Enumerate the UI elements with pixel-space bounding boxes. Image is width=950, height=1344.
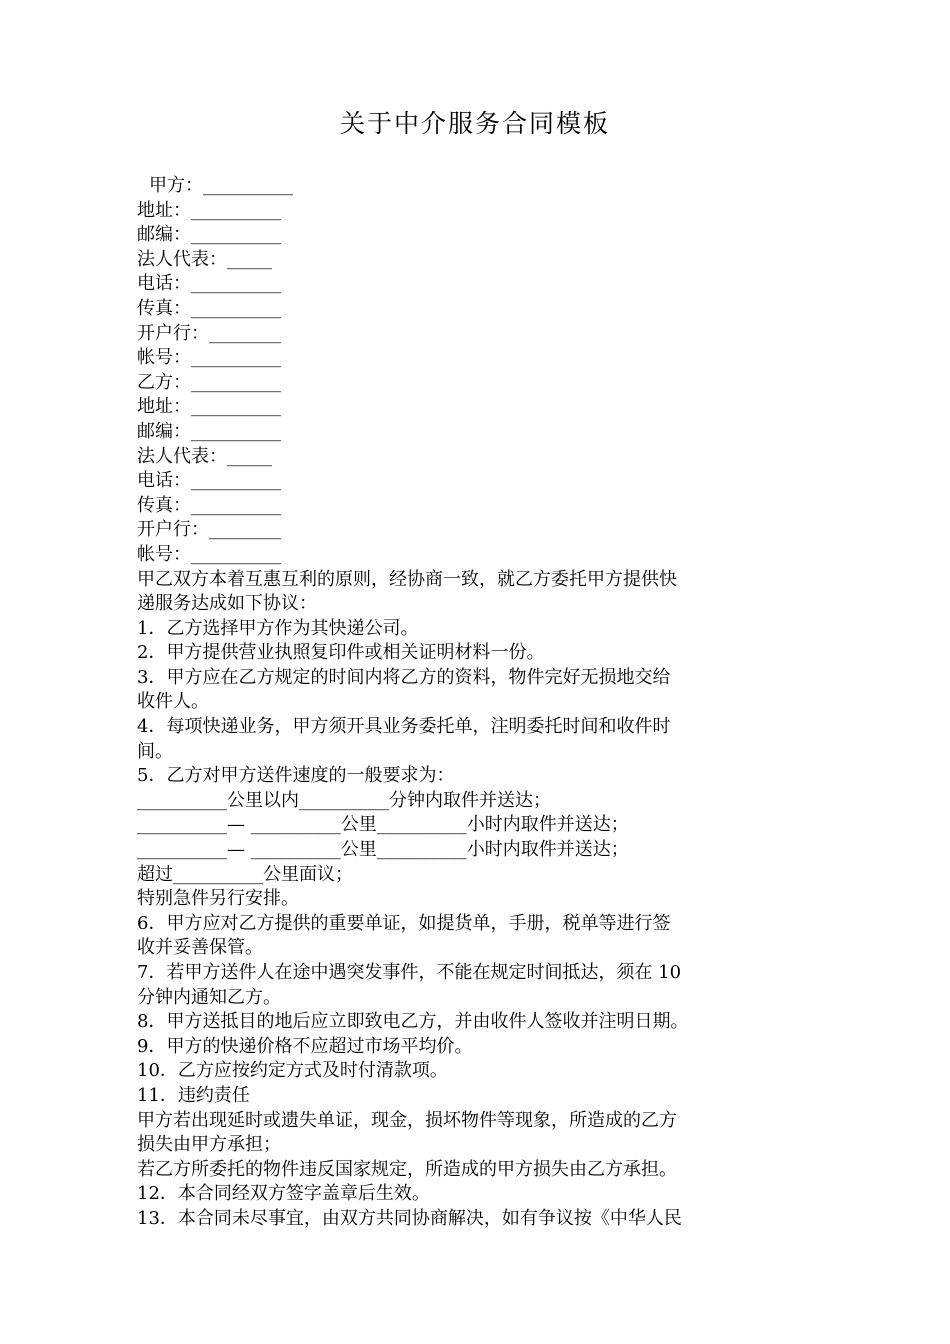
document-line: 收件人。 [137,691,209,713]
document-line: 8．甲方送抵目的地后应立即致电乙方，并由收件人签收并注明日期。 [137,1011,689,1033]
document-line: 若乙方所委托的物件违反国家规定，所造成的甲方损失由乙方承担。 [137,1158,677,1180]
document-line: 甲方：__________ [149,175,293,196]
document-line: __________— __________公里__________小时内取件并送达； [137,814,629,836]
document-line: 递服务达成如下协议： [137,593,317,615]
document-line: 6．甲方应对乙方提供的重要单证，如提货单，手册，税单等进行签 [137,912,671,934]
document-line: 12．本合同经双方签字盖章后生效。 [137,1183,430,1205]
document-line: 甲乙双方本着互惠互利的原则，经协商一致，就乙方委托甲方提供快 [137,568,677,590]
document-line: 电话：__________ [137,273,281,295]
document-line: 9．甲方的快递价格不应超过市场平均价。 [137,1035,473,1057]
document-line: 开户行：________ [137,519,281,541]
document-line: 开户行：________ [137,322,281,344]
document-line: __________公里以内__________分钟内取件并送达； [137,789,551,811]
document-line: 特别急件另行安排。 [137,888,299,910]
document-line: __________— __________公里__________小时内取件并送达； [137,839,629,861]
document-line: 3．甲方应在乙方规定的时间内将乙方的资料，物件完好无损地交给 [137,666,671,688]
document-line: 法人代表：_____ [137,445,272,467]
document-line: 乙方：__________ [137,371,281,393]
document-line: 甲方若出现延时或遗失单证，现金，损坏物件等现象，所造成的乙方 [137,1109,677,1131]
document-line: 损失由甲方承担； [137,1134,281,1156]
document-line: 超过__________公里面议； [137,863,353,885]
document-line: 帐号：__________ [137,347,281,369]
document-body [137,174,817,1232]
document-line: 传真：__________ [137,494,281,516]
document-line: 5．乙方对甲方送件速度的一般要求为： [137,765,455,787]
document-line: 2．甲方提供营业执照复印件或相关证明材料一份。 [137,642,545,664]
document-line: 传真：__________ [137,297,281,319]
document-line: 法人代表：_____ [137,248,272,270]
document-line: 帐号：__________ [137,543,281,565]
document-line: 分钟内通知乙方。 [137,986,281,1008]
document-line: 4．每项快递业务，甲方须开具业务委托单，注明委托时间和收件时 [137,716,671,738]
document-line: 地址：__________ [137,199,281,221]
document-line: 13．本合同未尽事宜，由双方共同协商解决，如有争议按《中华人民 [137,1207,682,1229]
document-title: 关于中介服务合同模板 [339,109,610,138]
document-line: 地址：__________ [137,396,281,418]
document-line: 电话：__________ [137,470,281,492]
document-line: 收并妥善保管。 [137,937,263,959]
document-line: 11．违约责任 [137,1084,250,1106]
document-line: 7．若甲方送件人在途中遇突发事件，不能在规定时间抵达，须在 10 [137,962,682,983]
document-line: 邮编：__________ [137,224,281,246]
document-line: 间。 [137,740,173,762]
document-line: 邮编：__________ [137,420,281,442]
document-line: 10．乙方应按约定方式及时付清款项。 [137,1060,448,1082]
document-line: 1．乙方选择甲方作为其快递公司。 [137,617,419,639]
